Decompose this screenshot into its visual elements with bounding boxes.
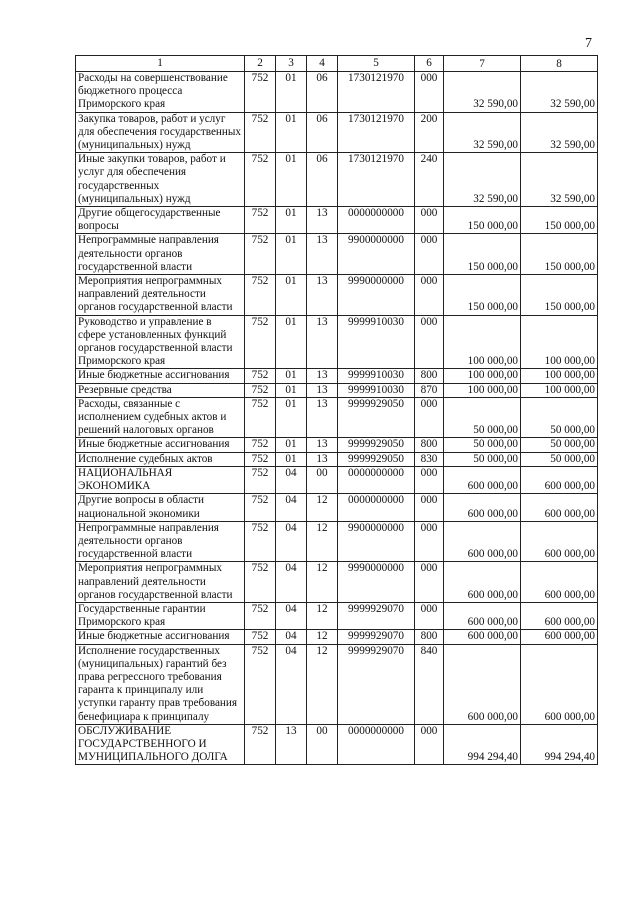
table-row [76,630,598,644]
grbs-cell: 752 [245,452,276,466]
header-cell-5: 5 [338,56,415,72]
name-cell: Иные бюджетные ассигнования [76,438,245,452]
expense-type-cell: 000 [415,466,444,493]
amount-year2-cell: 600 000,00 [521,644,598,724]
amount-year1-cell: 600 000,00 [444,466,521,493]
target-article-cell: 1730121970 [338,153,415,207]
table-row [76,153,598,207]
subsection-cell: 13 [307,275,338,316]
subsection-cell: 13 [307,207,338,234]
amount-year1-cell: 100 000,00 [444,383,521,397]
grbs-cell: 752 [245,724,276,765]
target-article-cell: 0000000000 [338,724,415,765]
amount-year1-cell: 150 000,00 [444,234,521,275]
section-cell: 01 [276,383,307,397]
amount-year2-cell: 150 000,00 [521,234,598,275]
amount-year2-cell: 600 000,00 [521,494,598,521]
expense-type-cell: 830 [415,452,444,466]
table-row [76,112,598,153]
header-cell-4: 4 [307,56,338,72]
section-cell: 04 [276,494,307,521]
subsection-cell: 00 [307,724,338,765]
expense-type-cell: 000 [415,315,444,369]
subsection-cell: 12 [307,602,338,629]
target-article-cell: 9990000000 [338,275,415,316]
table-row [76,315,598,369]
amount-year1-cell: 994 294,40 [444,724,521,765]
table-header-row [76,56,598,72]
target-article-cell: 9999929050 [338,452,415,466]
grbs-cell: 752 [245,72,276,113]
name-cell: Расходы, связанные с исполнением судебных актов и решений налоговых органов [76,397,245,438]
header-cell-3: 3 [276,56,307,72]
grbs-cell: 752 [245,521,276,562]
amount-year1-cell: 50 000,00 [444,438,521,452]
name-cell: Иные бюджетные ассигнования [76,630,245,644]
section-cell: 01 [276,369,307,383]
name-cell: Расходы на совершенствование бюджетного процесса Приморского края [76,72,245,113]
subsection-cell: 12 [307,562,338,603]
subsection-cell: 12 [307,494,338,521]
target-article-cell: 9999929050 [338,438,415,452]
amount-year2-cell: 600 000,00 [521,562,598,603]
name-cell: Государственные гарантии Приморского края [76,602,245,629]
section-cell: 04 [276,562,307,603]
grbs-cell: 752 [245,275,276,316]
grbs-cell: 752 [245,466,276,493]
amount-year1-cell: 600 000,00 [444,644,521,724]
expense-type-cell: 240 [415,153,444,207]
expense-type-cell: 000 [415,72,444,113]
target-article-cell: 9999910030 [338,369,415,383]
amount-year1-cell: 600 000,00 [444,630,521,644]
expense-type-cell: 000 [415,494,444,521]
budget-table-body [76,56,598,765]
amount-year2-cell: 32 590,00 [521,72,598,113]
amount-year1-cell: 32 590,00 [444,153,521,207]
grbs-cell: 752 [245,315,276,369]
expense-type-cell: 000 [415,234,444,275]
target-article-cell: 9999929070 [338,602,415,629]
amount-year1-cell: 32 590,00 [444,72,521,113]
amount-year1-cell: 600 000,00 [444,562,521,603]
section-cell: 01 [276,234,307,275]
subsection-cell: 00 [307,466,338,493]
grbs-cell: 752 [245,112,276,153]
expense-type-cell: 000 [415,275,444,316]
header-cell-1: 1 [76,56,245,72]
amount-year2-cell: 100 000,00 [521,383,598,397]
name-cell: Резервные средства [76,383,245,397]
amount-year1-cell: 150 000,00 [444,207,521,234]
subsection-cell: 12 [307,521,338,562]
expense-type-cell: 000 [415,521,444,562]
table-row [76,644,598,724]
table-row [76,438,598,452]
section-cell: 01 [276,275,307,316]
expense-type-cell: 000 [415,207,444,234]
amount-year2-cell: 600 000,00 [521,630,598,644]
section-cell: 01 [276,207,307,234]
amount-year2-cell: 600 000,00 [521,602,598,629]
section-cell: 04 [276,644,307,724]
budget-table [75,55,598,765]
expense-type-cell: 800 [415,438,444,452]
name-cell: Другие общегосударственные вопросы [76,207,245,234]
grbs-cell: 752 [245,234,276,275]
amount-year2-cell: 32 590,00 [521,153,598,207]
expense-type-cell: 000 [415,724,444,765]
amount-year2-cell: 600 000,00 [521,521,598,562]
grbs-cell: 752 [245,644,276,724]
grbs-cell: 752 [245,438,276,452]
amount-year1-cell: 32 590,00 [444,112,521,153]
target-article-cell: 0000000000 [338,494,415,521]
target-article-cell: 1730121970 [338,72,415,113]
subsection-cell: 12 [307,630,338,644]
grbs-cell: 752 [245,207,276,234]
subsection-cell: 13 [307,397,338,438]
expense-type-cell: 200 [415,112,444,153]
page-number: 7 [585,36,592,51]
amount-year1-cell: 100 000,00 [444,369,521,383]
section-cell: 01 [276,315,307,369]
section-cell: 01 [276,72,307,113]
amount-year1-cell: 600 000,00 [444,494,521,521]
amount-year2-cell: 600 000,00 [521,466,598,493]
section-cell: 04 [276,466,307,493]
subsection-cell: 12 [307,644,338,724]
amount-year2-cell: 50 000,00 [521,397,598,438]
target-article-cell: 0000000000 [338,207,415,234]
name-cell: Непрограммные направления деятельности органов государственной власти [76,234,245,275]
name-cell: Исполнение судебных актов [76,452,245,466]
subsection-cell: 13 [307,234,338,275]
amount-year2-cell: 100 000,00 [521,315,598,369]
name-cell: Исполнение государственных (муниципальных) гарантий без права регрессного требования гаранта к принципалу или уступки гаранту прав требования бенефициара к принципалу [76,644,245,724]
table-row [76,466,598,493]
amount-year2-cell: 994 294,40 [521,724,598,765]
subsection-cell: 06 [307,72,338,113]
name-cell: Закупка товаров, работ и услуг для обеспечения государственных (муниципальных) нужд [76,112,245,153]
name-cell: Непрограммные направления деятельности органов государственной власти [76,521,245,562]
expense-type-cell: 840 [415,644,444,724]
target-article-cell: 9999910030 [338,315,415,369]
subsection-cell: 13 [307,369,338,383]
amount-year2-cell: 50 000,00 [521,438,598,452]
table-row [76,275,598,316]
table-row [76,602,598,629]
subsection-cell: 06 [307,112,338,153]
header-cell-8: 8 [521,56,598,72]
amount-year1-cell: 50 000,00 [444,452,521,466]
amount-year1-cell: 150 000,00 [444,275,521,316]
amount-year2-cell: 32 590,00 [521,112,598,153]
expense-type-cell: 870 [415,383,444,397]
subsection-cell: 13 [307,438,338,452]
section-cell: 04 [276,602,307,629]
section-cell: 01 [276,397,307,438]
name-cell: НАЦИОНАЛЬНАЯ ЭКОНОМИКА [76,466,245,493]
section-cell: 01 [276,153,307,207]
target-article-cell: 9999929070 [338,630,415,644]
table-row [76,383,598,397]
amount-year1-cell: 100 000,00 [444,315,521,369]
table-row [76,724,598,765]
name-cell: Иные закупки товаров, работ и услуг для обеспечения государственных (муниципальных) нужд [76,153,245,207]
expense-type-cell: 000 [415,562,444,603]
name-cell: ОБСЛУЖИВАНИЕ ГОСУДАРСТВЕННОГО И МУНИЦИПАЛЬНОГО ДОЛГА [76,724,245,765]
table-row [76,521,598,562]
amount-year2-cell: 150 000,00 [521,275,598,316]
name-cell: Руководство и управление в сфере установленных функций органов государственной власти Приморского края [76,315,245,369]
target-article-cell: 9999929070 [338,644,415,724]
section-cell: 01 [276,112,307,153]
table-row [76,207,598,234]
amount-year1-cell: 600 000,00 [444,602,521,629]
name-cell: Иные бюджетные ассигнования [76,369,245,383]
target-article-cell: 9900000000 [338,521,415,562]
grbs-cell: 752 [245,383,276,397]
header-cell-2: 2 [245,56,276,72]
table-row [76,397,598,438]
subsection-cell: 13 [307,383,338,397]
grbs-cell: 752 [245,494,276,521]
table-row [76,562,598,603]
amount-year2-cell: 100 000,00 [521,369,598,383]
target-article-cell: 9999929050 [338,397,415,438]
grbs-cell: 752 [245,369,276,383]
table-row [76,494,598,521]
target-article-cell: 9999910030 [338,383,415,397]
header-cell-6: 6 [415,56,444,72]
name-cell: Мероприятия непрограммных направлений деятельности органов государственной власти [76,275,245,316]
amount-year1-cell: 50 000,00 [444,397,521,438]
grbs-cell: 752 [245,153,276,207]
expense-type-cell: 800 [415,369,444,383]
target-article-cell: 0000000000 [338,466,415,493]
section-cell: 01 [276,452,307,466]
subsection-cell: 13 [307,452,338,466]
header-cell-7: 7 [444,56,521,72]
target-article-cell: 9990000000 [338,562,415,603]
table-row [76,452,598,466]
name-cell: Мероприятия непрограммных направлений деятельности органов государственной власти [76,562,245,603]
grbs-cell: 752 [245,602,276,629]
expense-type-cell: 000 [415,602,444,629]
subsection-cell: 06 [307,153,338,207]
target-article-cell: 9900000000 [338,234,415,275]
section-cell: 04 [276,630,307,644]
table-row [76,72,598,113]
target-article-cell: 1730121970 [338,112,415,153]
grbs-cell: 752 [245,562,276,603]
grbs-cell: 752 [245,397,276,438]
section-cell: 13 [276,724,307,765]
amount-year1-cell: 600 000,00 [444,521,521,562]
expense-type-cell: 000 [415,397,444,438]
name-cell: Другие вопросы в области национальной экономики [76,494,245,521]
section-cell: 04 [276,521,307,562]
grbs-cell: 752 [245,630,276,644]
expense-type-cell: 800 [415,630,444,644]
table-row [76,369,598,383]
table-row [76,234,598,275]
section-cell: 01 [276,438,307,452]
amount-year2-cell: 50 000,00 [521,452,598,466]
subsection-cell: 13 [307,315,338,369]
amount-year2-cell: 150 000,00 [521,207,598,234]
